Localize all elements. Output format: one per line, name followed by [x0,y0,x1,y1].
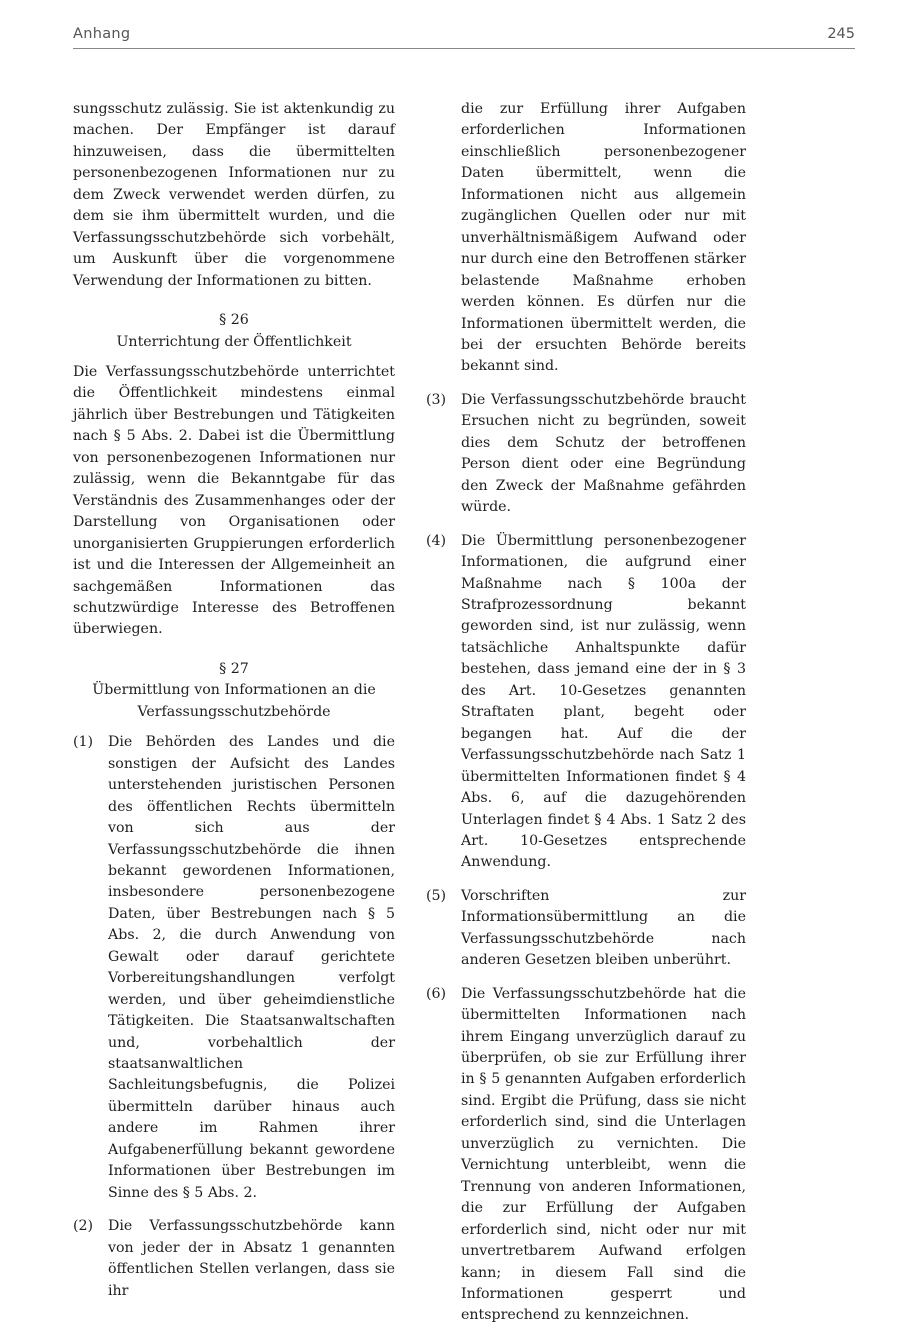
paragraph-3-number: (3) [426,391,447,408]
paragraph-3-text: Die Verfassungsschutzbehörde braucht Ersuchen nicht zu begründen, soweit dies dem Schutz der betroffenen Person dient oder eine Begründung den Zweck der Maßnahme gefährden würde. [461,391,746,516]
paragraph-2-number: (2) [73,1218,94,1235]
page-number: 245 [827,26,855,42]
paragraph-4-text: Die Übermittlung personenbezogener Informationen, die aufgrund einer Maßnahme nach § 100a der Strafprozessordnung bekannt geworden sind, ist nur zulässig, wenn tatsächliche Anhaltspunkte dafür bestehen, dass jemand eine der in § 3 des Art. 10-Gesetzes genannten Straftaten plant, begeht oder begangen hat. Auf die der Verfassungsschutzbehörde nach Satz 1 übermittelten Informationen findet § 4 Abs. 6, auf die dazugehörenden Unterlagen findet § 4 Abs. 1 Satz 2 des Art. 10-Gesetzes entsprechende Anwendung. [461,532,746,871]
paragraph-1 [73,732,395,1204]
paragraph-4-number: (4) [426,532,447,549]
right-column [426,99,746,1339]
paragraph-3 [426,390,746,519]
section-26-title: Unterrichtung der Öffentlichkeit [116,333,352,350]
paragraph-4 [426,531,746,874]
section-27-number: § 27 [219,660,249,677]
paragraph-5-text: Vorschriften zur Informationsübermittlung an die Verfassungsschutzbehörde nach anderen Gesetzen bleiben unberührt. [461,887,746,969]
left-column [73,99,395,1314]
section-26-text: Die Verfassungsschutzbehörde unterrichtet die Öffentlichkeit mindestens einmal jährlich über Bestrebungen und Tätigkeiten nach § 5 Abs. 2. Dabei ist die Übermittlung von personenbezogenen Informationen nur zulässig, wenn die Bekanntgabe für das Verständnis des Zusammenhanges oder der Darstellung von Organisationen oder unorganisierten Gruppierungen erforderlich ist und die Interessen der Allgemeinheit an sachgemäßen Informationen das schutzwürdige Interesse des Betroffenen überwiegen. [73,363,395,638]
section-26-number: § 26 [219,312,249,329]
paragraph-6 [426,984,746,1327]
running-head: Anhang [73,26,131,42]
section-27-heading [73,659,395,723]
paragraph-2-text-end: die zur Erfüllung ihrer Aufgaben erforderlichen Informationen einschließlich personenbezogener Daten übermittelt, wenn die Informationen nicht aus allgemein zugänglichen Quellen oder nur mit unverhältnismäßigem Aufwand oder nur durch eine den Betroffenen stärker belastende Maßnahme erhoben werden können. Es dürfen nur die Informationen übermittelt werden, die bei der ersuchten Behörde bereits bekannt sind. [461,101,746,375]
paragraph-2-text-start: Die Verfassungsschutzbehörde kann von jeder der in Absatz 1 genannten öffentlichen Stellen verlangen, dass sie ihr [108,1218,395,1299]
page-header [73,24,855,49]
paragraph-1-text: Die Behörden des Landes und die sonstigen der Aufsicht des Landes unterstehenden juristischen Personen des öffentlichen Rechts übermitteln von sich aus der Verfassungsschutzbehörde die ihnen bekannt gewordenen Informationen, insbesondere personenbezogene Daten, über Bestrebungen nach § 5 Abs. 2, die durch Anwendung von Gewalt oder darauf gerichtete Vorbereitungshandlungen verfolgt werden, und über geheimdienstliche Tätigkeiten. Die Staatsanwaltschaften und, vorbehaltlich der staatsanwaltlichen Sachleitungsbefugnis, die Polizei übermitteln darüber hinaus auch andere im Rahmen ihrer Aufgabenerfüllung bekannt gewordene Informationen über Bestrebungen im Sinne des § 5 Abs. 2. [108,734,395,1201]
paragraph-2 [73,1216,395,1302]
paragraph-5-number: (5) [426,887,447,904]
paragraph-6-number: (6) [426,985,447,1002]
continuation-paragraph: sungsschutz zulässig. Sie ist aktenkundig zu machen. Der Empfänger ist darauf hinzuweisen, dass die übermittelten personenbezogenen Informationen nur zu dem Zweck verwendet werden dürfen, zu dem sie ihm übermittelt wurden, und die Verfassungsschutzbehörde sich vorbehält, um Auskunft über die vorgenommene Verwendung der Informationen zu bitten. [73,101,395,289]
section-27-title-line1: Übermittlung von Informationen an die [92,682,376,699]
paragraph-6-text: Die Verfassungsschutzbehörde hat die übermittelten Informationen nach ihrem Eingang unverzüglich darauf zu überprüfen, ob sie zur Erfüllung ihrer in § 5 genannten Aufgaben erforderlich sind. Ergibt die Prüfung, dass sie nicht erforderlich sind, sind die Unterlagen unverzüglich zu vernichten. Die Vernichtung unterbleibt, wenn die Trennung von anderen Informationen, die zur Erfüllung der Aufgaben erforderlich sind, nicht oder nur mit unvertretbarem Aufwand erfolgen kann; in diesem Fall sind die Informationen gesperrt und entsprechend zu kennzeichnen. [461,985,746,1324]
section-26-heading [73,310,395,353]
section-27-title-line2: Verfassungsschutzbehörde [137,703,331,720]
paragraph-1-number: (1) [73,734,94,751]
paragraph-5 [426,886,746,972]
